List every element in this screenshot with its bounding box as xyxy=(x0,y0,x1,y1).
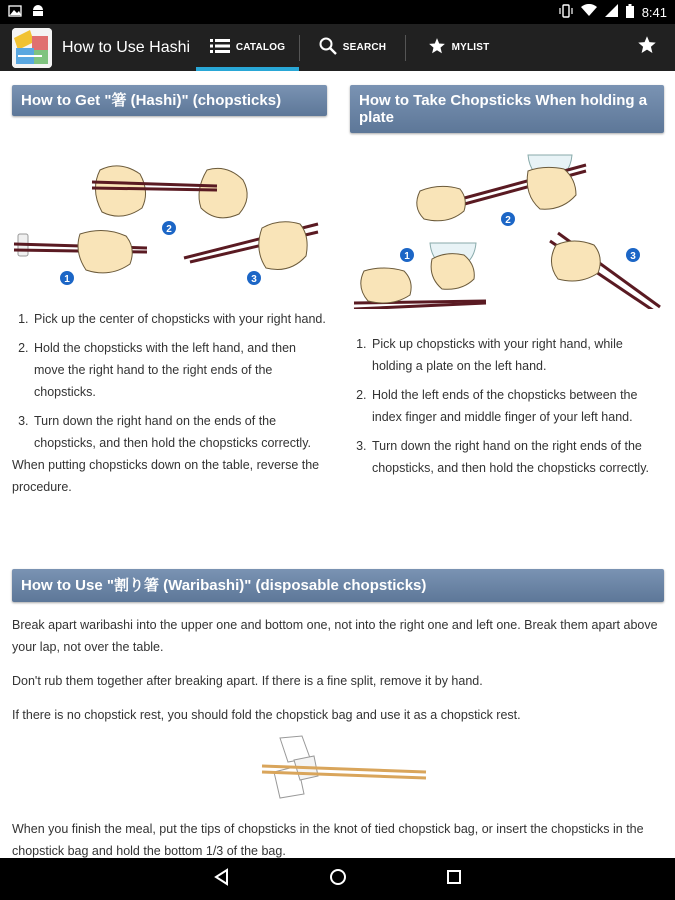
vibrate-icon xyxy=(559,4,573,21)
step-number: 3 xyxy=(630,251,636,262)
tab-mylist-label: MYLIST xyxy=(451,42,490,53)
plate-illustration xyxy=(350,147,664,309)
step-number: 3 xyxy=(251,274,257,285)
section-hashi xyxy=(12,85,327,498)
tab-search-label: SEARCH xyxy=(342,42,387,53)
tab-search[interactable] xyxy=(300,24,405,71)
list-item: 3. Turn down the right hand on the ends of the chopsticks, and then hold the chopsticks correctly. xyxy=(32,410,327,454)
home-circle-icon xyxy=(329,868,347,891)
list-item: 3. Turn down the right hand on the right ends of the chopsticks, and then hold the chopsticks correctly. xyxy=(370,435,664,479)
system-nav-bar xyxy=(0,858,675,900)
recents-button[interactable] xyxy=(439,864,469,894)
hashi-note: When putting chopsticks down on the table, reverse the procedure. xyxy=(12,458,320,494)
status-bar xyxy=(0,0,675,24)
waribashi-paragraph: Don't rub them together after breaking apart. If there is a fine split, remove it by hand. xyxy=(12,674,483,688)
section-waribashi xyxy=(12,569,664,858)
app-bar xyxy=(0,24,675,71)
step-number: 2 xyxy=(505,215,511,226)
hashi-illustration xyxy=(12,130,327,290)
plate-steps xyxy=(350,333,664,479)
list-item: 2. Hold the left ends of the chopsticks between the index finger and middle finger of your left hand. xyxy=(370,384,664,428)
list-icon xyxy=(210,38,230,57)
waribashi-paragraph: If there is no chopstick rest, you should fold the chopstick bag and use it as a chopstick rest. xyxy=(12,708,521,722)
status-time: 8:41 xyxy=(641,4,667,20)
star-icon xyxy=(428,37,446,58)
tab-mylist[interactable] xyxy=(406,24,511,71)
wifi-icon xyxy=(581,4,597,20)
list-item: 1. Pick up chopsticks with your right hand, while holding a plate on the left hand. xyxy=(370,333,664,377)
hashi-steps xyxy=(12,308,327,454)
app-title: How to Use Hashi xyxy=(62,38,191,56)
step-number: 1 xyxy=(404,251,410,262)
signal-icon xyxy=(605,4,618,20)
section-heading: How to Use "割り箸 (Waribashi)" (disposable chopsticks) xyxy=(12,569,664,602)
star-icon xyxy=(637,38,657,60)
search-icon xyxy=(319,37,337,58)
home-button[interactable] xyxy=(323,864,353,894)
section-heading: How to Get "箸 (Hashi)" (chopsticks) xyxy=(12,85,327,116)
back-triangle-icon xyxy=(213,868,231,891)
list-item: 1. Pick up the center of chopsticks with your right hand. xyxy=(32,308,327,330)
recents-square-icon xyxy=(446,869,462,890)
list-item: 2. Hold the chopsticks with the left hand, and then move the right hand to the right ends of the chopsticks. xyxy=(32,337,327,403)
image-notification-icon xyxy=(8,5,22,20)
back-button[interactable] xyxy=(207,864,237,894)
favorite-star-button[interactable] xyxy=(637,35,657,61)
waribashi-paragraph: When you finish the meal, put the tips of chopsticks in the knot of tied chopstick bag, or insert the chopsticks in the chopstick bag and hold the bottom 1/3 of the bag. xyxy=(12,822,644,858)
app-logo-icon[interactable] xyxy=(12,28,52,68)
section-plate xyxy=(350,85,664,486)
battery-icon xyxy=(626,4,634,21)
step-number: 2 xyxy=(166,224,172,235)
article-content[interactable] xyxy=(0,71,675,858)
tab-catalog-label: CATALOG xyxy=(235,42,286,53)
android-notification-icon xyxy=(32,4,44,21)
chopstick-rest-illustration xyxy=(12,732,664,804)
tab-catalog[interactable] xyxy=(196,24,299,71)
step-number: 1 xyxy=(64,274,70,285)
waribashi-paragraph: Break apart waribashi into the upper one and bottom one, not into the right one and left one. Break them apart above your lap, not over the table. xyxy=(12,618,658,654)
section-heading: How to Take Chopsticks When holding a plate xyxy=(350,85,664,133)
